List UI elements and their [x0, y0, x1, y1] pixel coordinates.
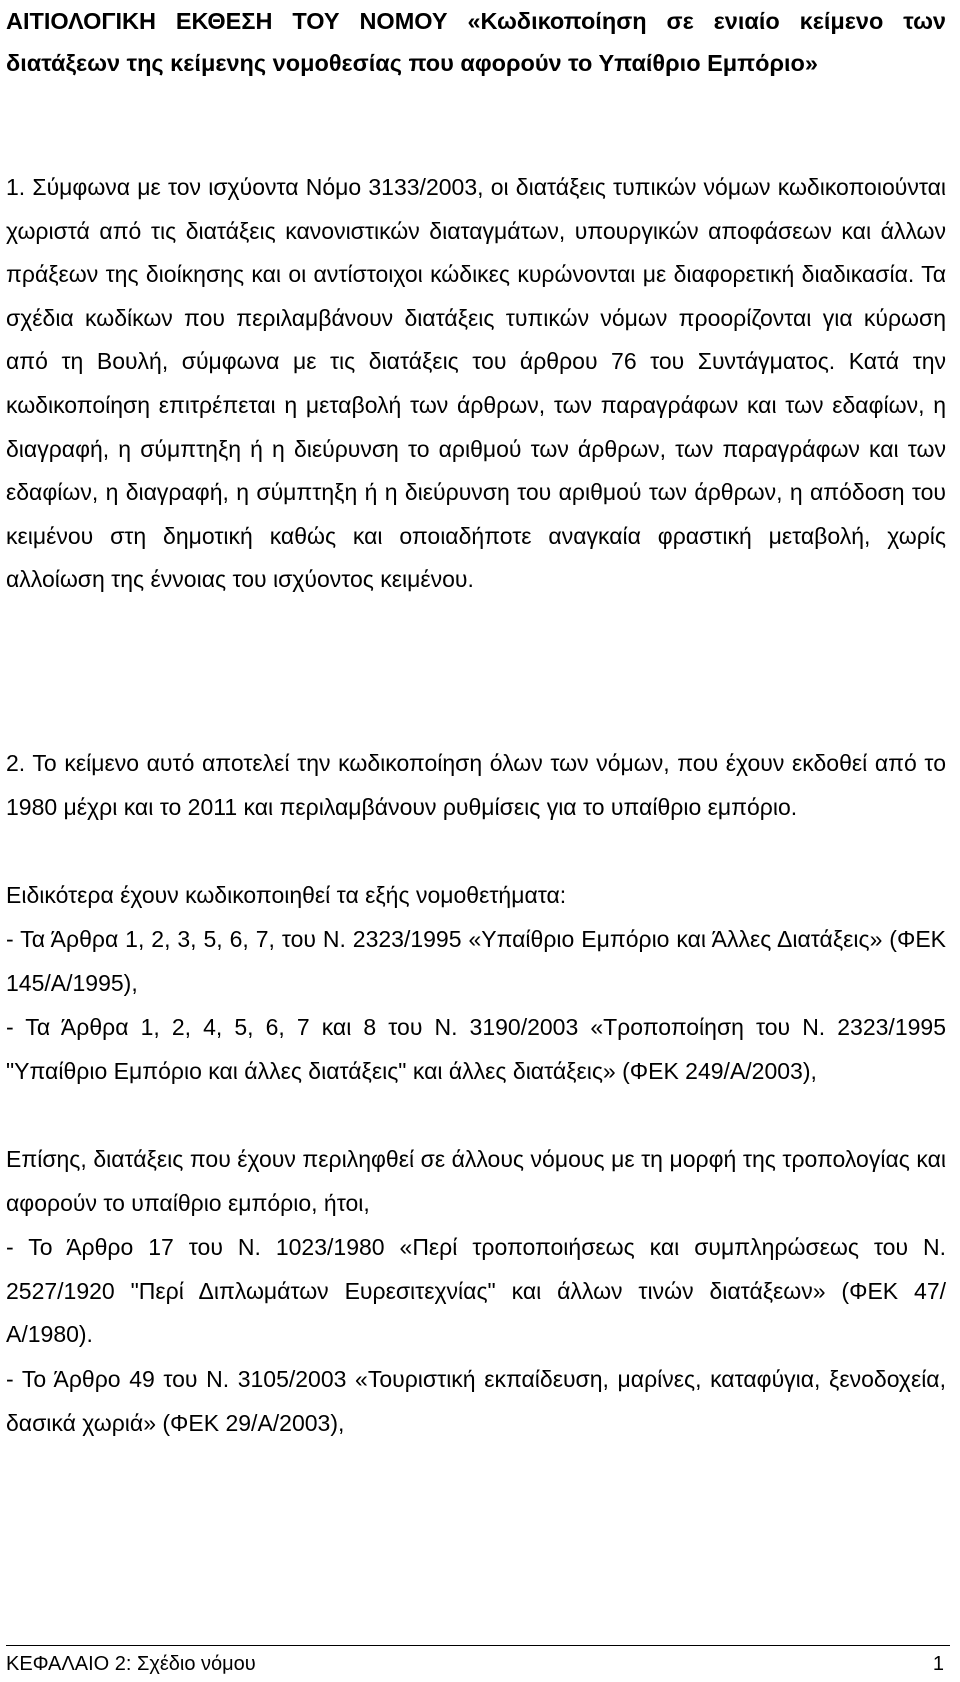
footer-chapter: ΚΕΦΑΛΑΙΟ 2: Σχέδιο νόμου — [6, 1653, 256, 1675]
paragraph-1: 1. Σύμφωνα με τον ισχύοντα Νόμο 3133/2003, οι διατάξεις τυπικών νόμων κωδικοποιούνται χωριστά από τις διατάξεις κανονιστικών διαταγμάτων, υπουργικών αποφάσεων και άλλων πράξεων της διοίκησης και οι αντίστοιχοι κώδικες κυρώνονται με διαφορετική διαδικασία. Τα σχέδια κωδίκων που περιλαμβάνουν διατάξεις τυπικών νόμων προορίζονται για κύρωση από τη Βουλή, σύμφωνα με τις διατάξεις του άρθρου 76 του Συντάγματος. Κατά την κωδικοποίηση επιτρέπεται η μεταβολή των άρθρων, των παραγράφων και των εδαφίων, η διαγραφή, η σύμπτηξη ή η διεύρυνση το αριθμού των άρθρων, των παραγράφων και των εδαφίων, η διαγραφή, η σύμπτηξη ή η διεύρυνση του αριθμού των άρθρων, η απόδοση του κειμένου στη δημοτική καθώς και οποιαδήποτε αναγκαία φραστική μεταβολή, χωρίς αλλοίωση της έννοιας του ισχύοντος κειμένου. — [6, 174, 946, 593]
codified-item-1: - Τα Άρθρα 1, 2, 3, 5, 6, 7, του Ν. 2323/1995 «Υπαίθριο Εμπόριο και Άλλες Διατάξεις» (ΦΕΚ 145/Α/1995), — [6, 926, 946, 996]
included-intro: Επίσης, διατάξεις που έχουν περιληφθεί σε άλλους νόμους με τη μορφή της τροπολογίας και αφορούν το υπαίθριο εμπόριο, ήτοι, — [6, 1146, 946, 1216]
document-title: ΑΙΤΙΟΛΟΓΙΚΗ ΕΚΘΕΣΗ ΤΟΥ ΝΟΜΟΥ «Κωδικοποίηση σε ενιαίο κείμενο των διατάξεων της κείμενης νομοθεσίας που αφορούν το Υπαίθριο Εμπόριο» — [6, 8, 946, 76]
codified-intro: Ειδικότερα έχουν κωδικοποιηθεί τα εξής νομοθετήματα: — [6, 882, 567, 908]
page-number: 1 — [932, 1653, 944, 1675]
included-item-2: - Το Άρθρο 49 του Ν. 3105/2003 «Τουριστική εκπαίδευση, μαρίνες, καταφύγια, ξενοδοχεία, δασικά χωριά» (ΦΕΚ 29/Α/2003), — [6, 1366, 946, 1436]
document-page — [6, 0, 950, 1682]
footer-divider — [6, 1645, 950, 1646]
codified-item-2: - Τα Άρθρα 1, 2, 4, 5, 6, 7 και 8 του Ν. 3190/2003 «Τροποποίηση του Ν. 2323/1995 "Υπαίθριο Εμπόριο και άλλες διατάξεις" και άλλες διατάξεις» (ΦΕΚ 249/Α/2003), — [6, 1014, 946, 1084]
paragraph-2: 2. Το κείμενο αυτό αποτελεί την κωδικοποίηση όλων των νόμων, που έχουν εκδοθεί από το 1980 μέχρι και το 2011 και περιλαμβάνουν ρυθμίσεις για το υπαίθριο εμπόριο. — [6, 750, 946, 820]
included-item-1: - Το Άρθρο 17 του Ν. 1023/1980 «Περί τροποποιήσεως και συμπληρώσεως του Ν. 2527/1920 "Περί Διπλωμάτων Ευρεσιτεχνίας" και άλλων τινών διατάξεων» (ΦΕΚ 47/Α/1980). — [6, 1234, 946, 1348]
